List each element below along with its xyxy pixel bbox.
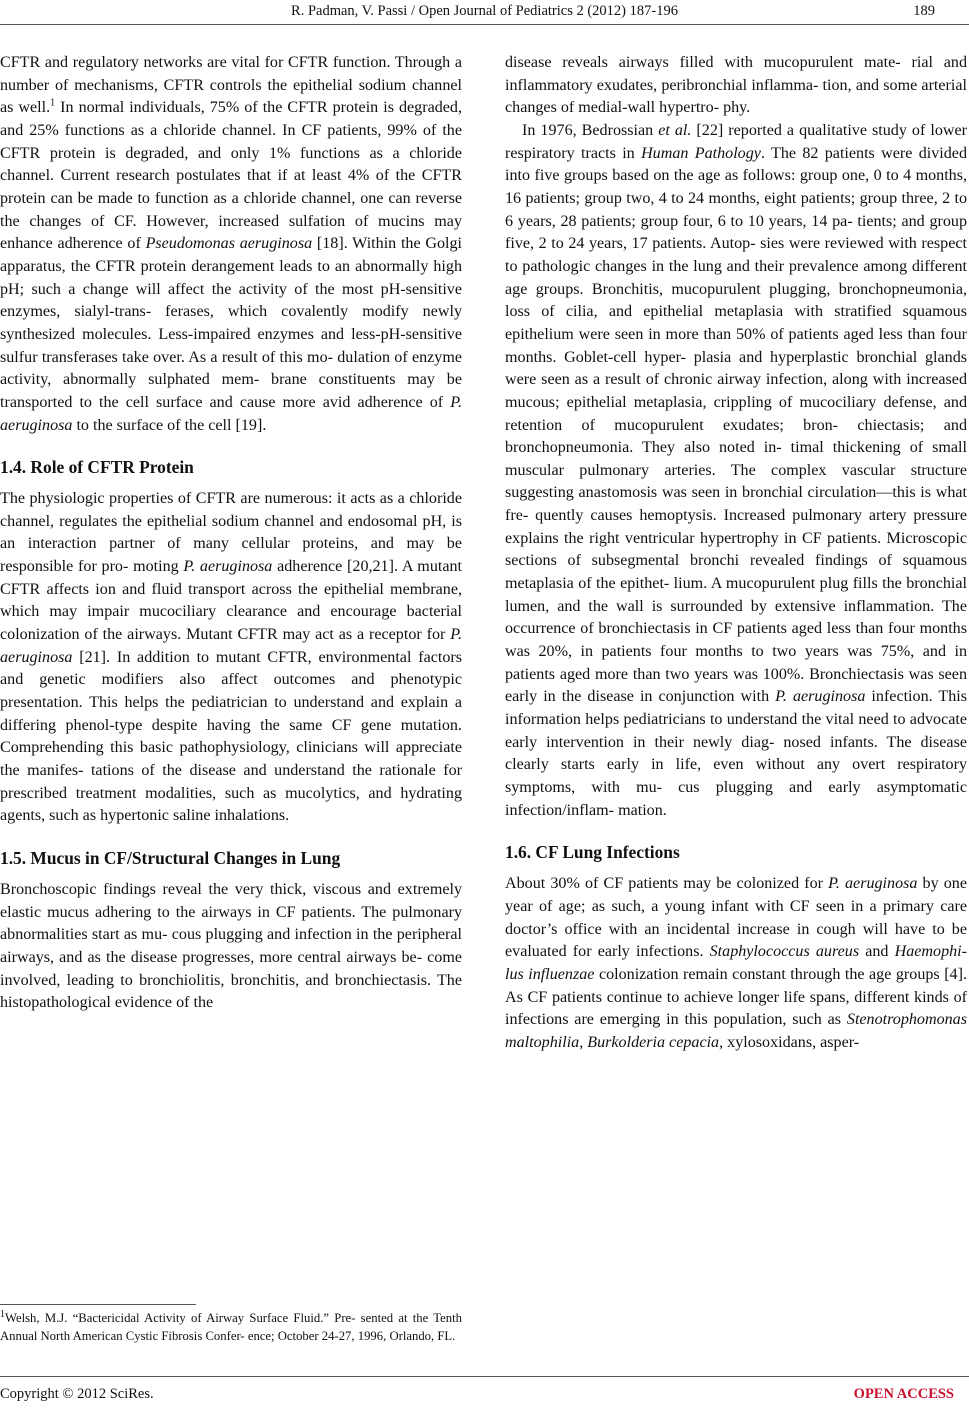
header-rule	[0, 24, 969, 25]
open-access-label[interactable]: OPEN ACCESS	[853, 1386, 954, 1402]
footnote-rule	[0, 1304, 196, 1305]
paragraph-cf-lung-infections: About 30% of CF patients may be colonized for P. aeruginosa by one year of age; as such, a young infant with CF seen in a primary care doctor’s office with an incidental increase in cough will have to be evaluated for early infections. Staphylococcus aureus and Haemophi- lus influenzae colonization remain constant through the age groups [4]. As CF patients continue to achieve longer life spans, different kinds of infections are emerging in this population, such as Stenotrophomonas maltophilia, Burkolderia cepacia, xylosoxidans, asper-	[505, 875, 968, 1051]
paragraph-role-of-cftr: The physiologic properties of CFTR are numerous: it acts as a chloride channel, regulates the epithelial sodium channel and endosomal pH, is an interaction partner of many cellular proteins, and may be responsible for pro- moting P. aeruginosa adherence [20,21]. A mutant CFTR affects ion and fluid transport across the epithelial membrane, which may impair mucociliary clearance and encourage bacterial colonization of the airways. Mutant CFTR may act as a receptor for P. aeruginosa [21]. In addition to mutant CFTR, environmental factors and genetic modifiers also affect outcomes and phenotypic presentation. This helps the pediatrician to understand and explain a differing phenol-type despite having the same CF gene mutation. Comprehending this basic pathophysiology, clinicians will appreciate the manifes- tations of the disease and understand the rationale for prescribed treatment modalities, such as mucolytics, and hydrating agents, such as hypertonic saline inhalations.	[0, 490, 462, 825]
footer-rule	[0, 1376, 969, 1377]
paragraph-bedrossian-study: In 1976, Bedrossian et al. [22] reported a qualitative study of lower respiratory tracts in Human Pathology. The 82 patients were divided into five groups based on the age as follows: group one, 0 to 4 months, 16 patients; group two, 4 to 24 months, eight patients; group three, 2 to 6 years, 28 patients; group four, 6 to 10 years, 14 pa- tients; and group five, 2 to 24 years, 17 patients. Autop- sies were reviewed with respect to pathologic changes in the lung and their prevalence among different age groups. Bronchitis, mucopurulent plugging, bronchopneumonia, loss of cilia, and epithelial metaplasia with stratified squamous epithelium were seen in more than 50% of patients aged less than four months. Goblet-cell hyper- plasia and hyperplastic bronchial glands were seen as a result of chronic airway infection, along with increased mucous; epithelial metaplasia, crippling of mucociliary defense, and retention of mucopurulent exudates; bron- chiectasis; and bronchopneumonia. They also noted in- timal thickening of small muscular pulmonary arteries. The complex vascular structure suggesting anastomosis was seen in bronchial circulation—this is what fre- quently causes hemoptysis. Increased pulmonary artery pressure explains the right ventricular hypertrophy in CF patients. Microscopic sections of subsegmental bronchi revealed findings of squamous metaplasia of the epithet- lium. A mucopurulent plug fills the bronchial lumen, and the wall is surrounded by extensive inflammation. The occurrence of bronchiectasis in CF patients aged less than four months was 20%, in patients four months to two years was 75%, and in patients aged more than two years was 100%. Bronchiectasis was seen early in the disease in conjunction with P. aeruginosa infection. This information helps pediatricians to understand the vital need to advocate early intervention in their newly diag- nosed infants. The disease clearly starts early in life, even without any overt respiratory symptoms, with mu- cus plugging and early asymptomatic infection/inflam- mation.	[505, 121, 968, 819]
section-heading-1-5: 1.5. Mucus in CF/Structural Changes in Lung	[0, 848, 341, 868]
page-number: 189	[913, 3, 935, 19]
right-column	[505, 52, 967, 1055]
copyright-notice: Copyright © 2012 SciRes.	[0, 1386, 154, 1402]
footnote-number: 1	[0, 1308, 5, 1320]
running-header	[0, 3, 969, 23]
footnote: $^1$Welsh, M.J. “Bactericidal Activity of Airway Surface Fluid.” Pre- sented at the Tenth Annual North American Cystic Fibrosis Confer- ence; October 24-27, 1996, Orlando, FL.	[0, 1308, 462, 1344]
paragraph-mucus-structural: Bronchoscopic findings reveal the very thick, viscous and extremely elastic mucus adhering to the airways in CF patients. The pulmonary abnormalities start as mu- cous plugging and infection in the peripheral airways, and as the disease progresses, more central airways be- come involved, leading to bronchiolitis, bronchitis, and bronchiectasis. The histopathological evidence of the	[0, 881, 462, 1012]
section-heading-1-6: 1.6. CF Lung Infections	[505, 842, 680, 863]
section-heading-1-4: 1.4. Role of CFTR Protein	[0, 457, 194, 478]
running-title: R. Padman, V. Passi / Open Journal of Pediatrics 2 (2012) 187-196	[291, 3, 678, 19]
paragraph-disease-reveals: disease reveals airways filled with mucopurulent mate- rial and inflammatory exudates, peribronchial inflamma- tion, and some arterial changes of medial-wall hypertro- phy.	[505, 54, 967, 117]
left-column	[0, 52, 462, 1015]
footnote-marker[interactable]: 1	[50, 97, 56, 109]
paragraph-cftr-networks: CFTR and regulatory networks are vital for CFTR function. Through a number of mechanisms, CFTR controls the epithelial sodium channel as well.$^1$ In normal individuals, 75% of the CFTR protein is degraded, and 25% functions as a chloride channel. In CF patients, 99% of the CFTR protein is degraded, and only 1% functions as a chloride channel. Current research postulates that if at least 4% of the CFTR protein can be made to function as a chloride channel, one can reverse the changes of CF. However, increased sulfation of mucins may enhance adherence of Pseudomonas aeruginosa [18]. Within the Golgi apparatus, the CFTR protein derangement leads to an abnormally high pH; such a change will affect the activity of the most pH-sensitive enzymes, sialyl-trans- ferases, which covalently modify newly synthesized molecules. Less-impaired enzymes and less-pH-sensitive sulfur transferases take over. As a result of this mo- dulation of enzyme activity, abnormally sulphated mem- brane constituents may be transported to the cell surface and cause more avid adherence of P. aeruginosa to the surface of the cell [19].	[0, 54, 463, 434]
